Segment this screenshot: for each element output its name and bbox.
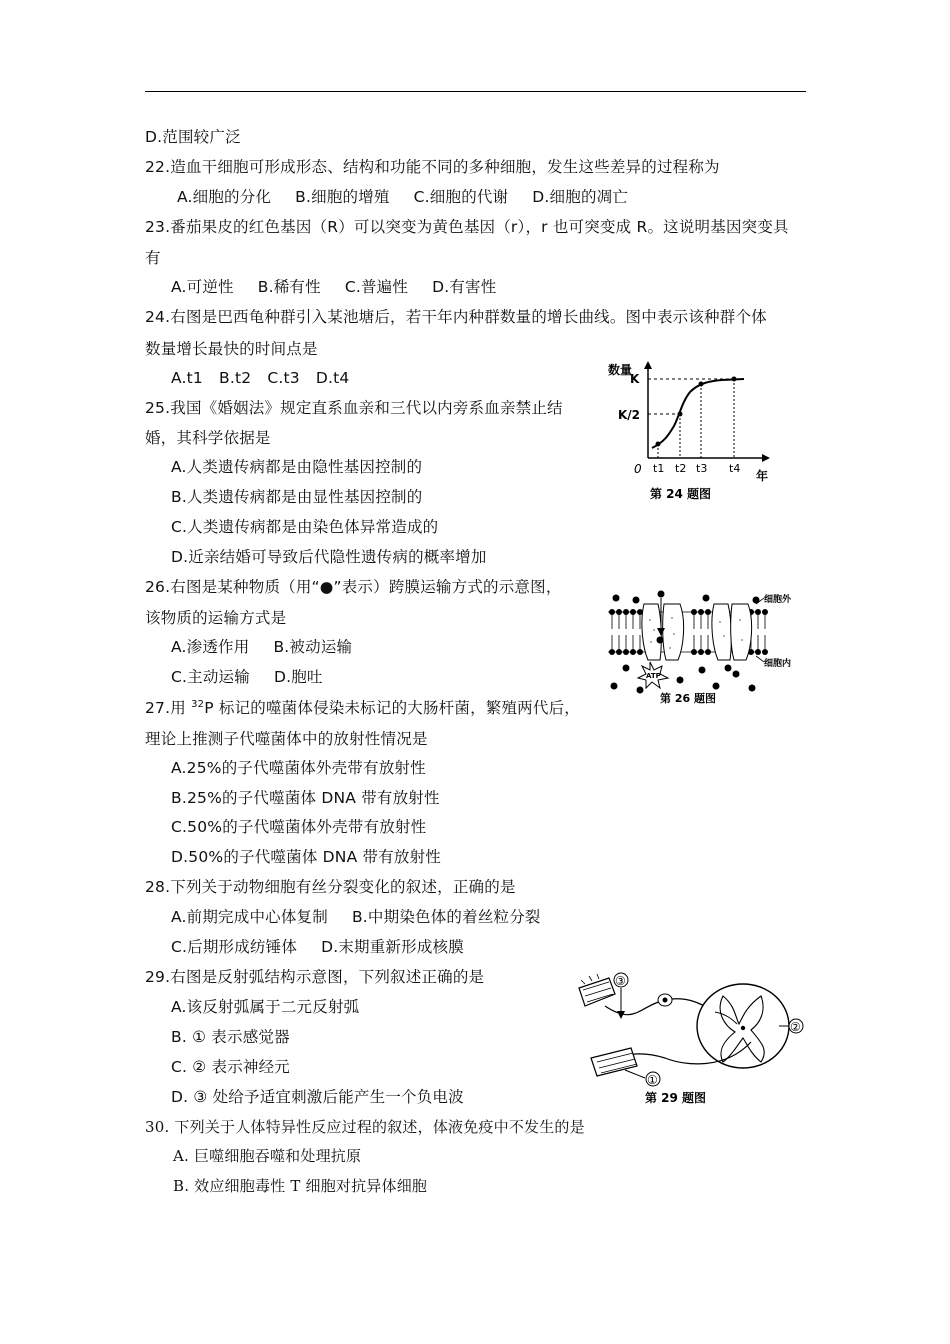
q29-option-d[interactable]: D. ③ 处给予适宜刺激后能产生一个负电波 — [171, 1088, 464, 1106]
q26-option-b[interactable]: B.被动运输 — [273, 638, 353, 656]
label-outside: 细胞外 — [764, 595, 792, 605]
tick-t2: t2 — [675, 462, 687, 475]
spinal-cord — [697, 984, 789, 1068]
q23-stem-line1: 23.番茄果皮的红色基因（R）可以突变为黄色基因（r），r 也可突变成 R。这说明基因突变具 — [145, 218, 789, 236]
stimulus-arrowhead — [617, 1011, 625, 1019]
q27-stem-pre: 27.用 — [145, 699, 192, 717]
q22-stem: 22.造血干细胞可形成形态、结构和功能不同的多种细胞，发生这些差异的过程称为 — [145, 158, 720, 176]
receptor-skin — [579, 974, 615, 1006]
q23-stem-line2: 有 — [145, 249, 161, 267]
q24-option-b[interactable]: B.t2 — [219, 369, 252, 387]
point-t2 — [678, 412, 683, 417]
q24-stem-line1: 24.右图是巴西龟种群引入某池塘后，若干年内种群数量的增长曲线。图中表示该种群个体 — [145, 308, 767, 326]
q28-option-a[interactable]: A.前期完成中心体复制 — [171, 908, 328, 926]
q21-option-d: D.范围较广泛 — [145, 128, 241, 146]
q26-stem-line1: 26.右图是某种物质（用“●”表示）跨膜运输方式的示意图， — [145, 578, 562, 596]
q23-option-a[interactable]: A.可逆性 — [171, 278, 234, 296]
q26-option-a[interactable]: A.渗透作用 — [171, 638, 250, 656]
q25-option-d[interactable]: D.近亲结婚可导致后代隐性遗传病的概率增加 — [171, 548, 487, 566]
q24-stem-line2: 数量增长最快的时间点是 — [145, 340, 318, 358]
marker-1: ① — [647, 1073, 658, 1087]
q29-option-a[interactable]: A.该反射弧属于二元反射弧 — [171, 998, 360, 1016]
header-rule — [145, 91, 806, 92]
q27-stem-line1 — [145, 698, 580, 718]
q22-option-c[interactable]: C.细胞的代谢 — [413, 188, 509, 206]
q24-figure — [604, 356, 794, 512]
q24-option-d[interactable]: D.t4 — [315, 369, 350, 387]
origin-label: 0 — [634, 462, 642, 476]
y-axis-label: 数量 — [608, 363, 633, 377]
q26-stem-line2: 该物质的运输方式是 — [145, 609, 287, 627]
q26-option-d[interactable]: D.胞吐 — [273, 668, 323, 686]
ganglion-nucleus — [663, 998, 668, 1003]
point-t3 — [699, 382, 704, 387]
carrier-protein-2 — [712, 604, 752, 660]
q26-option-c[interactable]: C.主动运输 — [171, 668, 250, 686]
q25-stem-line2: 婚，其科学依据是 — [145, 429, 271, 447]
q29-option-b[interactable]: B. ① 表示感觉器 — [171, 1028, 290, 1046]
y-axis-arrow — [644, 361, 652, 369]
point-t1 — [656, 442, 661, 447]
q30-stem: 30. 下列关于人体特异性反应过程的叙述，体液免疫中不发生的是 — [145, 1118, 585, 1136]
q27-option-c[interactable]: C.50%的子代噬菌体外壳带有放射性 — [171, 818, 427, 836]
q28-options-row2 — [171, 937, 488, 957]
q30-option-b[interactable]: B. 效应细胞毒性 T 细胞对抗异体细胞 — [173, 1177, 428, 1195]
tick-t4: t4 — [729, 462, 741, 475]
growth-curve — [652, 379, 744, 448]
q23-option-b[interactable]: B.稀有性 — [257, 278, 321, 296]
q28-option-c[interactable]: C.后期形成纺锤体 — [171, 938, 298, 956]
q25-option-a[interactable]: A.人类遗传病都是由隐性基因控制的 — [171, 458, 423, 476]
x-axis-label: 年 — [756, 469, 769, 483]
q24-option-a[interactable]: A.t1 — [171, 369, 203, 387]
q29-stem: 29.右图是反射弧结构示意图，下列叙述正确的是 — [145, 968, 485, 986]
q26-figure — [606, 590, 806, 712]
q28-options-row1 — [171, 907, 565, 927]
q22-option-d[interactable]: D.细胞的凋亡 — [532, 188, 629, 206]
q28-option-d[interactable]: D.末期重新形成核膜 — [321, 938, 464, 956]
q29-caption: 第 29 题图 — [645, 1091, 707, 1105]
q27-stem-post: P 标记的噬菌体侵染未标记的大肠杆菌，繁殖两代后， — [204, 699, 580, 717]
point-t4 — [732, 377, 737, 382]
q27-stem-line2: 理论上推测子代噬菌体中的放射性情况是 — [145, 730, 428, 748]
q22-option-a[interactable]: A.细胞的分化 — [177, 188, 272, 206]
inside-pointer — [756, 656, 764, 662]
q29-option-c[interactable]: C. ② 表示神经元 — [171, 1058, 290, 1076]
q29-figure — [575, 966, 807, 1112]
q27-superscript: 32 — [191, 699, 205, 710]
marker-3: ③ — [615, 974, 626, 988]
x-axis-arrow — [762, 454, 770, 462]
tick-t1: t1 — [653, 462, 665, 475]
q26-options-row2 — [171, 667, 347, 687]
q24-option-c[interactable]: C.t3 — [267, 369, 300, 387]
k-label: K — [630, 372, 640, 386]
q27-option-b[interactable]: B.25%的子代噬菌体 DNA 带有放射性 — [171, 789, 440, 807]
q26-options-row1 — [171, 637, 376, 657]
k2-label: K/2 — [618, 408, 641, 422]
marker-2: ② — [790, 1020, 801, 1034]
q23-option-c[interactable]: C.普遍性 — [344, 278, 409, 296]
q25-option-b[interactable]: B.人类遗传病都是由显性基因控制的 — [171, 488, 423, 506]
q27-option-a[interactable]: A.25%的子代噬菌体外壳带有放射性 — [171, 759, 426, 777]
q27-option-d[interactable]: D.50%的子代噬菌体 DNA 带有放射性 — [171, 848, 442, 866]
q24-caption: 第 24 题图 — [650, 487, 712, 501]
q23-option-d[interactable]: D.有害性 — [432, 278, 497, 296]
marker-1-pointer — [625, 1070, 645, 1078]
label-inside: 细胞内 — [764, 659, 792, 669]
q30-option-a[interactable]: A. 巨噬细胞吞噬和处理抗原 — [173, 1147, 362, 1165]
q24-options — [171, 368, 373, 388]
atp-label: ATP — [646, 672, 661, 680]
tick-t3: t3 — [696, 462, 708, 475]
q23-options — [171, 277, 520, 297]
q28-stem: 28.下列关于动物细胞有丝分裂变化的叙述，正确的是 — [145, 878, 516, 896]
q26-caption: 第 26 题图 — [660, 692, 716, 705]
q28-option-b[interactable]: B.中期染色体的着丝粒分裂 — [351, 908, 541, 926]
q22-options — [177, 187, 652, 207]
q25-stem-line1: 25.我国《婚姻法》规定直系血亲和三代以内旁系血亲禁止结 — [145, 399, 563, 417]
q25-option-c[interactable]: C.人类遗传病都是由染色体异常造成的 — [171, 518, 439, 536]
q22-option-b[interactable]: B.细胞的增殖 — [295, 188, 390, 206]
